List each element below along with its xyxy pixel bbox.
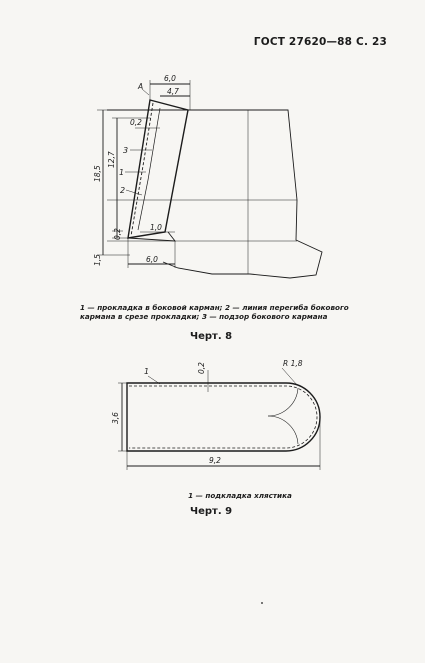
figure-8-drawing — [97, 80, 322, 278]
dim-label-pocket-height: 12,7 — [107, 151, 116, 168]
fig9-dim-radius: R 1,8 — [283, 359, 303, 368]
figure-9-drawing — [118, 368, 320, 470]
fig9-dim-length: 9,2 — [209, 456, 221, 465]
dim-label-total-height: 18,5 — [93, 165, 102, 182]
dim-label-hem: 1,5 — [93, 254, 102, 266]
figure-9-title: Черт. 9 — [190, 506, 233, 517]
tab-inner-seam — [129, 386, 317, 448]
dim-label-allowance-bottom: 0,2 — [113, 228, 122, 240]
figure-8-title: Черт. 8 — [190, 331, 233, 342]
dim-label-offset: 1,0 — [150, 223, 162, 232]
fig9-dim-allowance: 0,2 — [197, 362, 206, 374]
label-A: А — [138, 82, 144, 91]
print-speck — [261, 602, 263, 604]
callout-1: 1 — [119, 168, 125, 177]
callout-2: 2 — [120, 186, 126, 195]
tab-fold-arc — [268, 388, 298, 416]
dim-label-bottom-width: 6,0 — [146, 255, 158, 264]
figure-8-caption — [80, 303, 380, 321]
tab-lining-outline — [127, 383, 320, 451]
dim-label-allowance-top: 0,2 — [130, 118, 142, 127]
page-header: ГОСТ 27620—88 С. 23 — [253, 36, 387, 48]
dim-label-inner-width: 4,7 — [167, 87, 179, 96]
dim-label-top-width: 6,0 — [164, 74, 176, 83]
figure-9-caption: 1 — подкладка хлястика — [188, 491, 292, 500]
figure-8-caption-line-1: 1 — прокладка в боковой карман; 2 — линия перегиба бокового — [80, 303, 349, 312]
fig9-callout-1: 1 — [144, 367, 150, 376]
fig9-dim-height: 3,6 — [111, 412, 120, 424]
callout-3: 3 — [123, 146, 129, 155]
figure-8-caption-line-2: кармана в срезе прокладки; 3 — подзор бокового кармана — [80, 312, 328, 321]
